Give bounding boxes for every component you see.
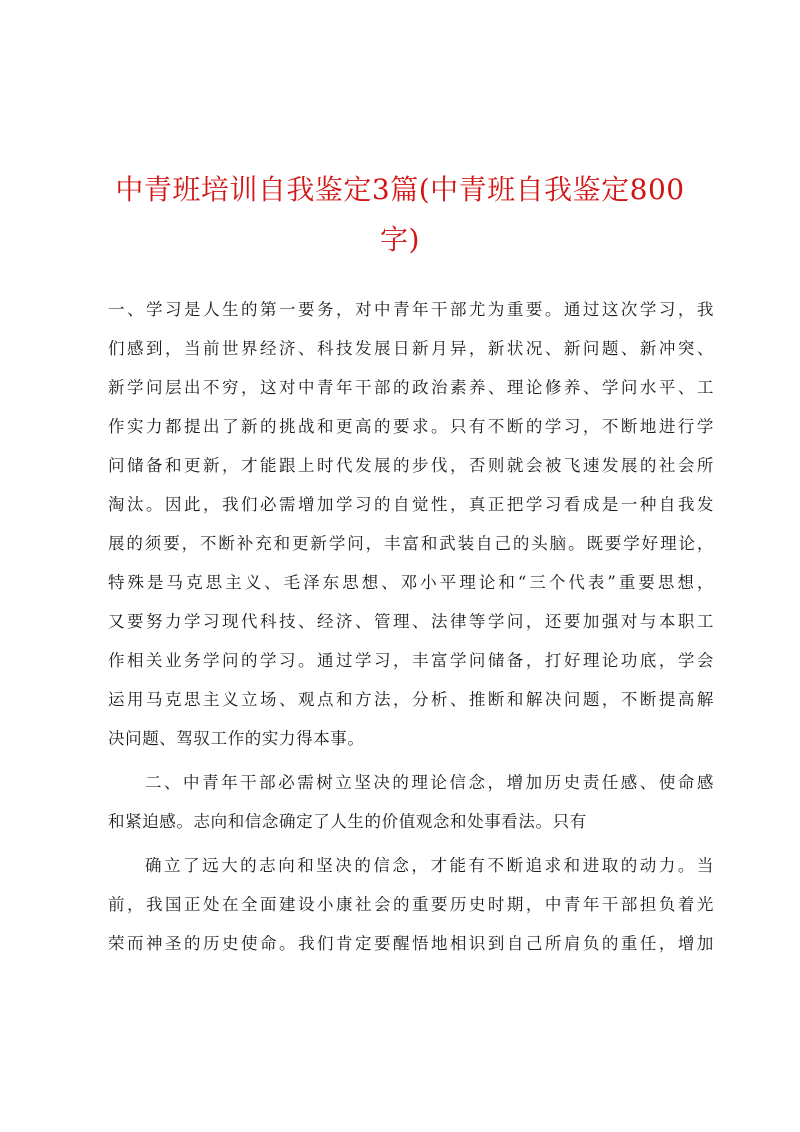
paragraph-line: 运用马克思主义立场、观点和方法，分析、推断和解决问题，不断提高解 <box>108 690 714 709</box>
paragraph-line: 们感到，当前世界经济、科技发展日新月异，新状况、新问题、新冲突、 <box>108 339 714 358</box>
paragraph-line: 又要努力学习现代科技、经济、管理、法律等学问，还要加强对与本职工 <box>108 612 714 631</box>
paragraph-line: 前，我国正处在全面建设小康社会的重要历史时期，中青年干部担负着光 <box>108 895 714 914</box>
document-title-line-2: 字) <box>380 223 420 256</box>
paragraph-line: 决问题、驾驭工作的实力得本事。 <box>108 729 365 748</box>
paragraph-line: 二、中青年干部必需树立坚决的理论信念，增加历史责任感、使命感 <box>145 773 714 792</box>
paragraph-line: 展的须要，不断补充和更新学问，丰富和武装自己的头脑。既要学好理论， <box>108 534 714 553</box>
paragraph-line: 一、学习是人生的第一要务，对中青年干部尤为重要。通过这次学习，我 <box>108 300 714 319</box>
paragraph-line: 作实力都提出了新的挑战和更高的要求。只有不断的学习，不断地进行学 <box>108 417 714 436</box>
document-title-line-1: 中青班培训自我鉴定3篇(中青班自我鉴定800 <box>115 173 685 206</box>
paragraph-line: 确立了远大的志向和坚决的信念，才能有不断追求和进取的动力。当 <box>145 856 714 875</box>
paragraph-line: 问储备和更新，才能跟上时代发展的步伐，否则就会被飞速发展的社会所 <box>108 456 714 475</box>
paragraph-line: 新学问层出不穷，这对中青年干部的政治素养、理论修养、学问水平、工 <box>108 378 714 397</box>
paragraph-line: 作相关业务学问的学习。通过学习，丰富学问储备，打好理论功底，学会 <box>108 651 714 670</box>
paragraph-line: 特殊是马克思主义、毛泽东思想、邓小平理论和“三个代表”重要思想， <box>108 573 714 592</box>
paragraph-line: 荣而神圣的历史使命。我们肯定要醒悟地相识到自己所肩负的重任，增加 <box>108 934 714 953</box>
paragraph-line: 淘汰。因此，我们必需增加学习的自觉性，真正把学习看成是一种自我发 <box>108 495 714 514</box>
paragraph-line: 和紧迫感。志向和信念确定了人生的价值观念和处事看法。只有 <box>108 812 587 831</box>
